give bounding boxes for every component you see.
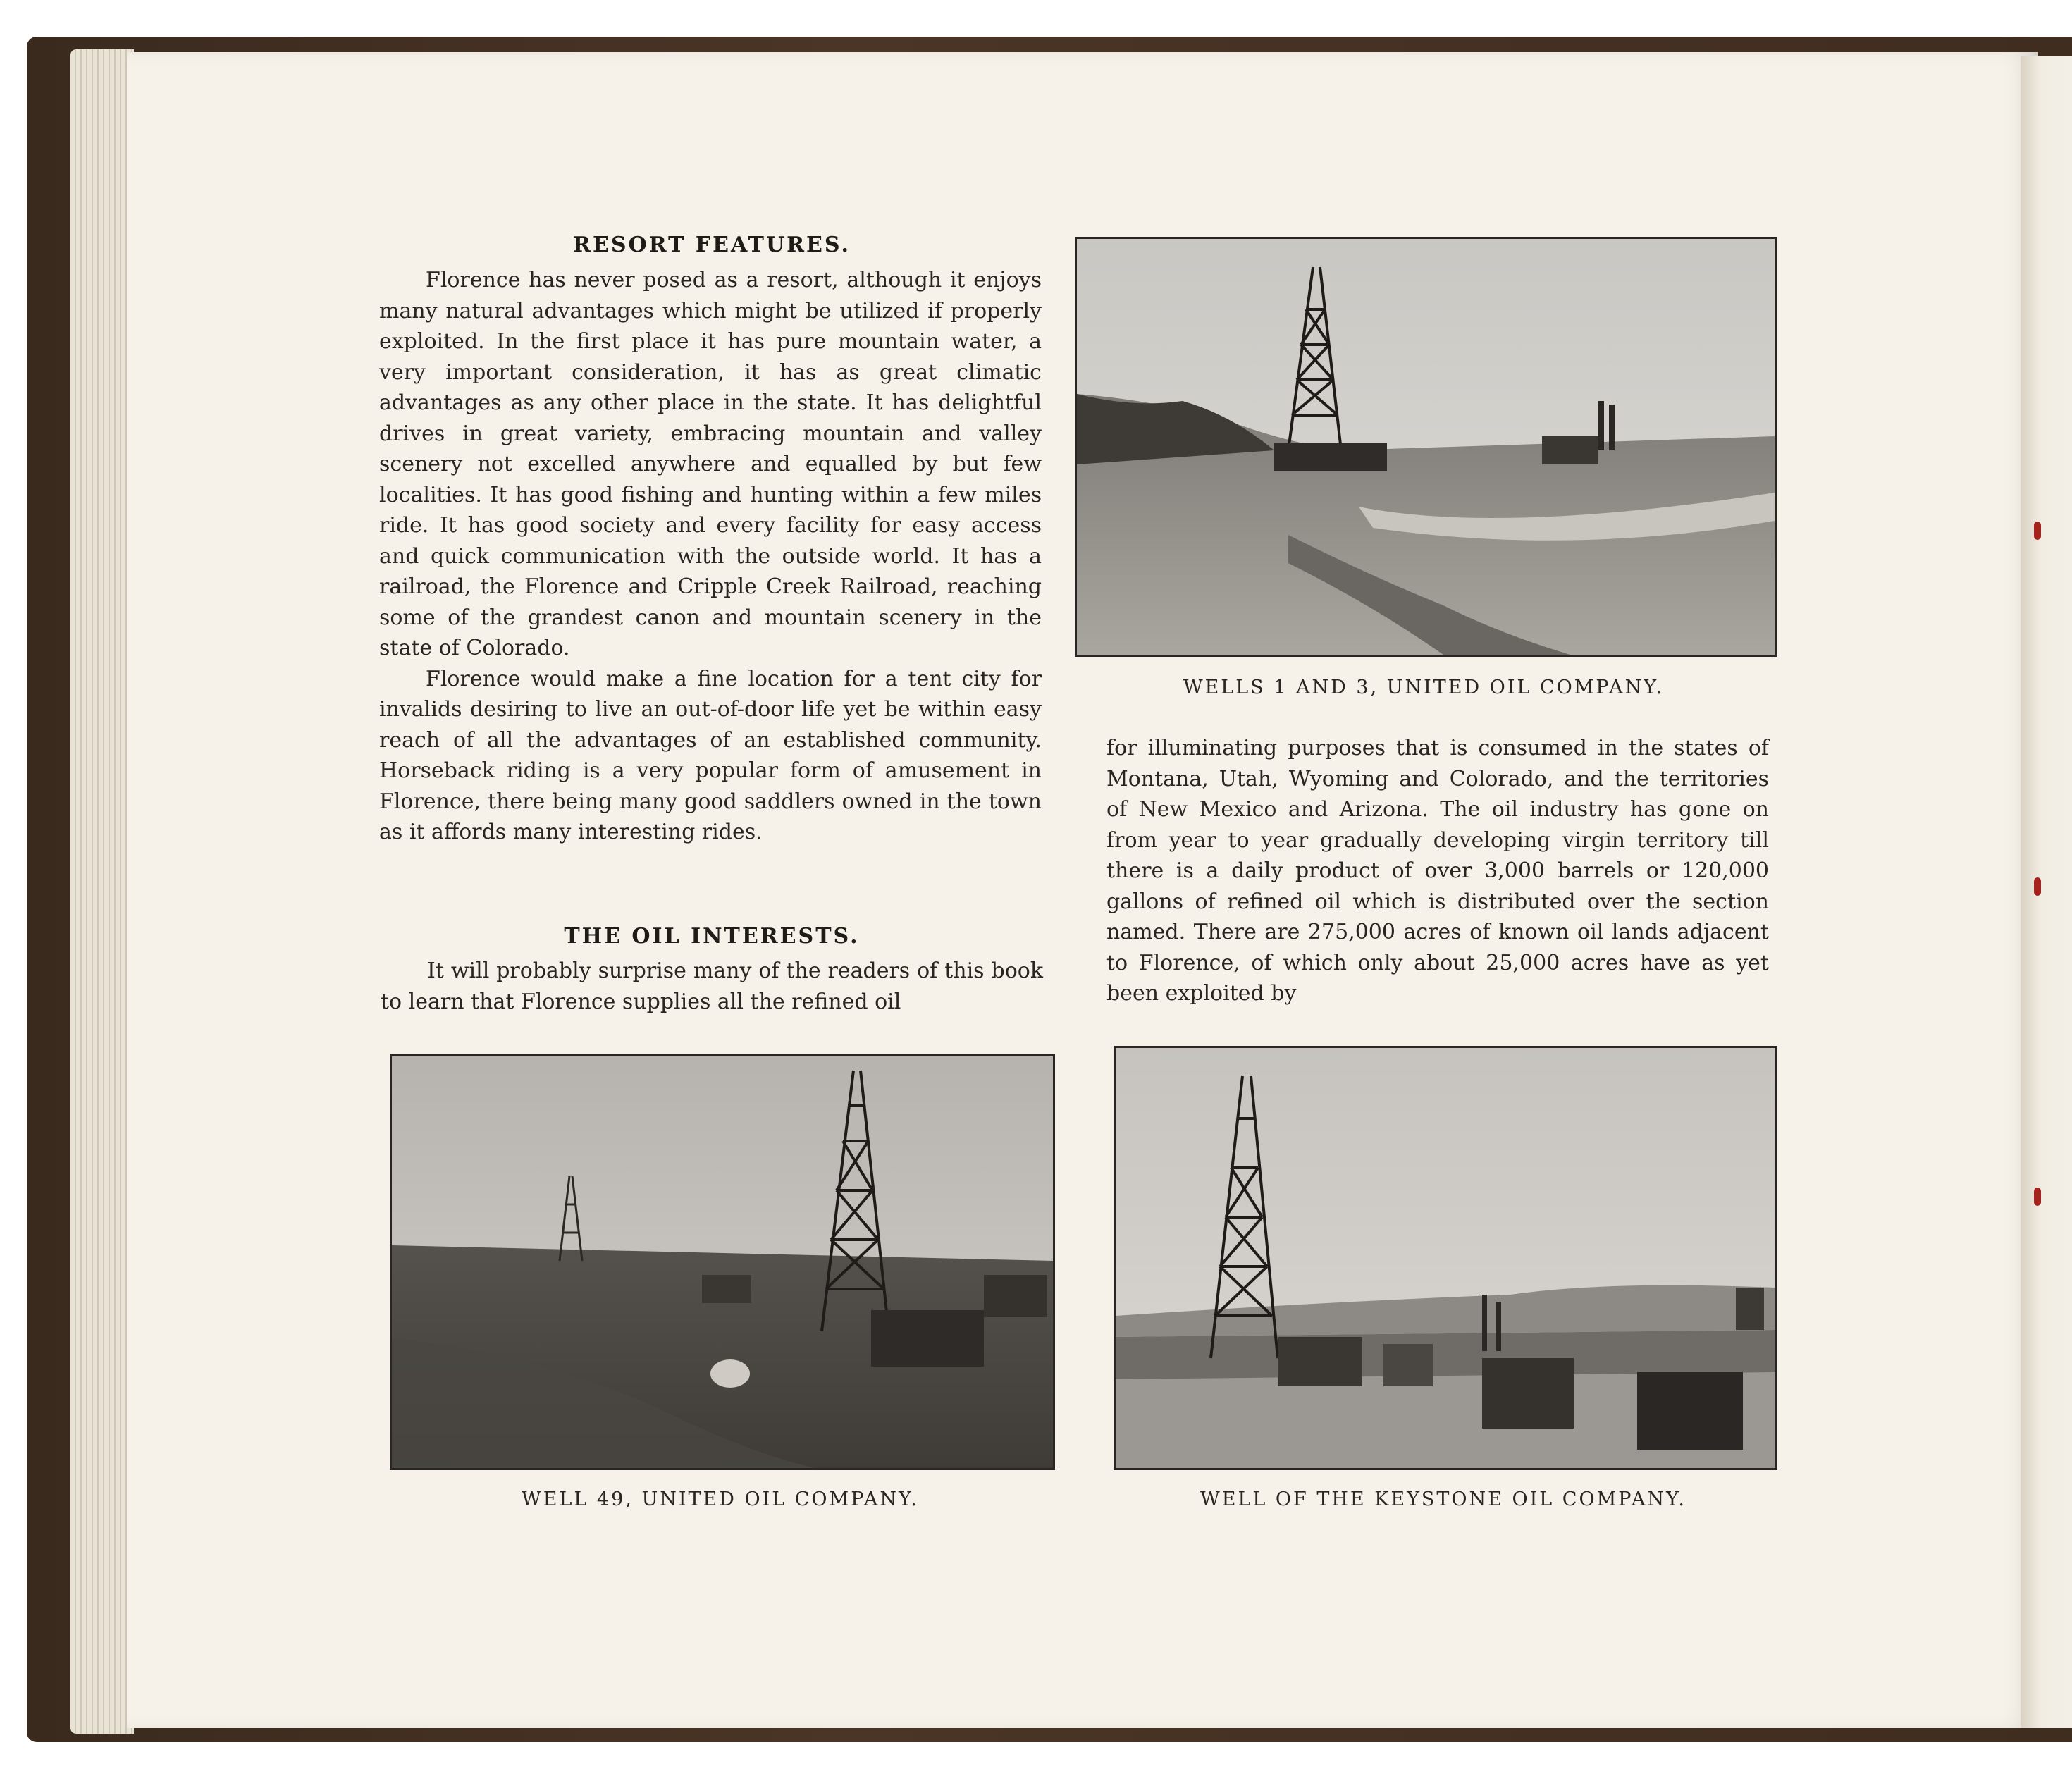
caption-well-49: WELL 49, UNITED OIL COMPANY.: [522, 1488, 919, 1510]
oil-derrick-photo-icon: [1116, 1048, 1775, 1468]
oil-interests-text-left: [381, 956, 1043, 1017]
caption-wells-1-and-3: WELLS 1 AND 3, UNITED OIL COMPANY.: [1183, 677, 1665, 698]
binding-stitch: [2034, 522, 2041, 540]
facing-page-edge: [2021, 56, 2072, 1728]
oil-paragraph-right: for illuminating purposes that is consumed in the states of Montana, Utah, Wyoming and Colorado, and the territories of New Mexico and Arizona. The oil industry has gone on from year to year gradually developing virgin territory till there is a daily product of over 3,000 barrels or 120,000 gallons of refined oil which is distributed over the section named. There are 275,000 acres of known oil lands adjacent to Florence, of which only about 25,000 acres have as yet been exploited by: [1106, 736, 1769, 1006]
resort-paragraph-2: Florence would make a fine location for a tent city for invalids desiring to live an out-of-door life yet be within easy reach of all the advantages of an established community. Horseback riding is a very popular form of amusement in Florence, there being many good saddlers owned in the town as it affords many interesting rides.: [379, 666, 1042, 844]
resort-paragraph-1: Florence has never posed as a resort, although it enjoys many natural advantages which might be utilized if properly exploited. In the first place it has pure mountain water, a very important consideration, it has as great climatic advantages as any other place in the state. It has delightful drives in great variety, embracing mountain and valley scenery not excelled anywhere and equalled by but few localities. It has good fishing and hunting within a few miles ride. It has good society and every facility for easy access and quick communication with the outside world. It has a railroad, the Florence and Cripple Creek Railroad, reaching some of the grandest canon and mountain scenery in the state of Colorado.: [379, 268, 1042, 660]
oil-interests-heading: THE OIL INTERESTS.: [564, 924, 860, 949]
page-edges: [70, 49, 134, 1734]
oil-derrick-photo-icon: [1077, 239, 1775, 655]
resort-features-text: [379, 265, 1042, 848]
binding-stitch: [2034, 1188, 2041, 1206]
photo-keystone-well: [1114, 1046, 1777, 1470]
photo-well-49: [390, 1054, 1055, 1470]
oil-paragraph-left: It will probably surprise many of the readers of this book to learn that Florence supplies all the refined oil: [381, 958, 1043, 1014]
resort-features-heading: RESORT FEATURES.: [573, 233, 851, 257]
caption-keystone-well: WELL OF THE KEYSTONE OIL COMPANY.: [1200, 1488, 1686, 1510]
photo-wells-1-and-3: [1075, 237, 1777, 657]
binding-stitch: [2034, 877, 2041, 896]
oil-interests-text-right: [1106, 733, 1769, 1009]
oil-derrick-photo-icon: [392, 1056, 1053, 1468]
